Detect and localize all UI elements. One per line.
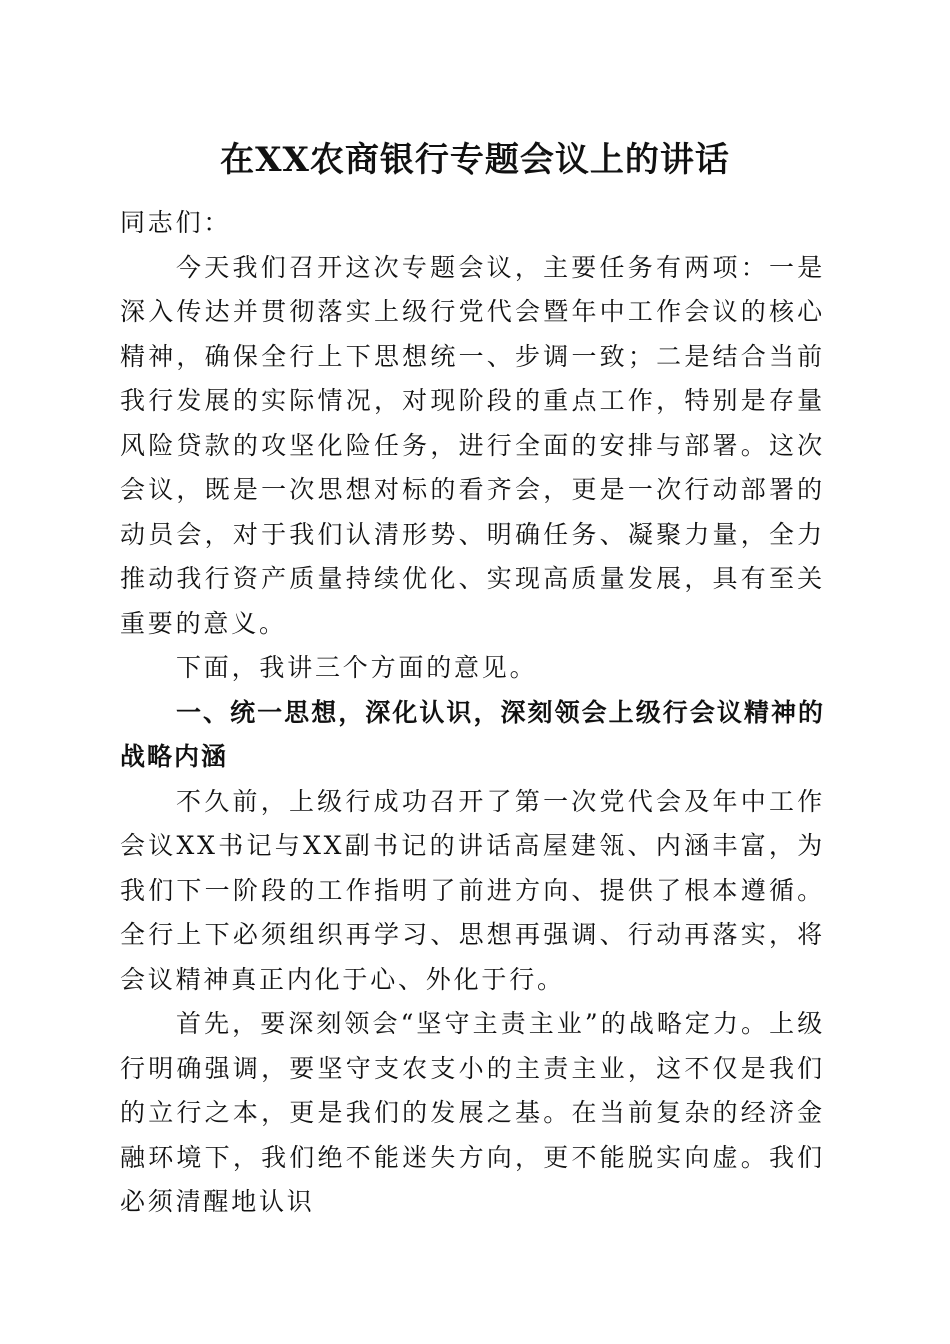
paragraph-intro: 今天我们召开这次专题会议，主要任务有两项：一是深入传达并贯彻落实上级行党代会暨年中工作会议的核心精神，确保全行上下思想统一、步调一致；二是结合当前我行发展的实际情况，对现阶段的重点工作，特别是存量风险贷款的攻坚化险任务，进行全面的安排与部署。这次会议，既是一次思想对标的看齐会，更是一次行动部署的动员会，对于我们认清形势、明确任务、凝聚力量，全力推动我行资产质量持续优化、实现高质量发展，具有至关重要的意义。 [120,252,825,638]
document-title: 在XX农商银行专题会议上的讲话 [220,140,730,180]
paragraph-outline: 下面，我讲三个方面的意见。 [176,653,538,682]
paragraph-section1-a: 不久前，上级行成功召开了第一次党代会及年中工作会议XX书记与XX副书记的讲话高屋建瓴、内涵丰富，为我们下一阶段的工作指明了前进方向、提供了根本遵循。全行上下必须组织再学习、思想再强调、行动再落实，将会议精神真正内化于心、外化于行。 [120,786,825,994]
salutation: 同志们： [120,208,232,237]
section-heading-1: 一、统一思想，深化认识，深刻领会上级行会议精神的战略内涵 [120,697,825,771]
document-body [120,201,825,1225]
paragraph-section1-b: 首先，要深刻领会“坚守主责主业”的战略定力。上级行明确强调，要坚守支农支小的主责主业，这不仅是我们的立行之本，更是我们的发展之基。在当前复杂的经济金融环境下，我们绝不能迷失方向，更不能脱实向虚。我们必须清醒地认识 [120,1009,825,1216]
